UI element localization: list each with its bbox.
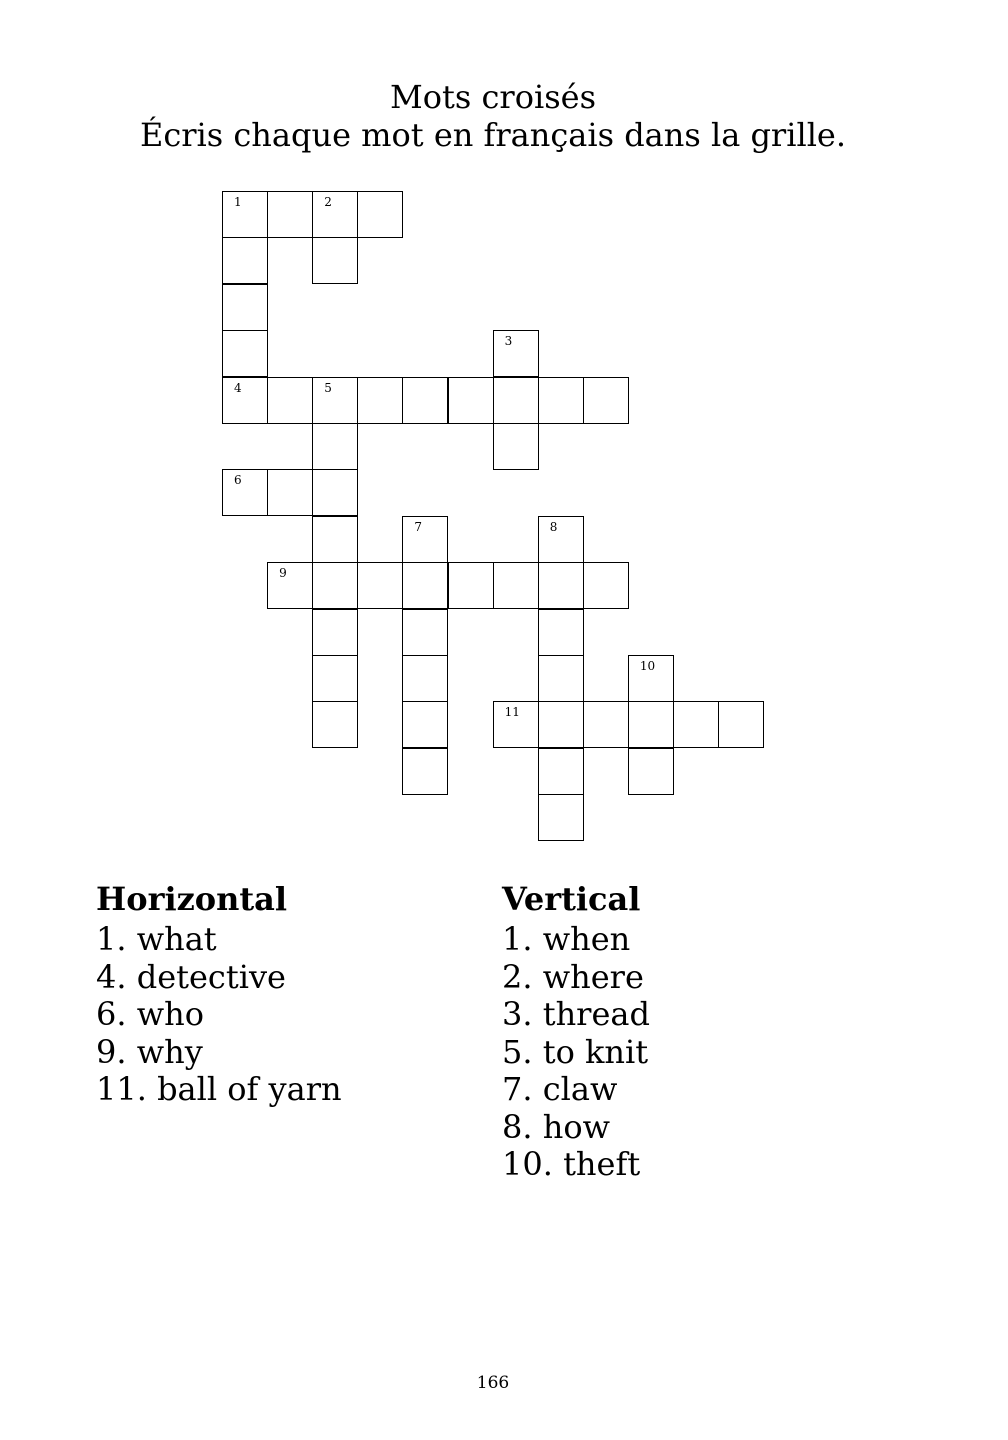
grid-cell[interactable] — [402, 655, 448, 702]
grid-cell[interactable] — [312, 609, 358, 656]
grid-cell[interactable] — [538, 609, 584, 656]
clue-number: 1 — [234, 195, 242, 209]
across-clue-list — [96, 921, 342, 1109]
clue-item: 2. where — [502, 957, 644, 996]
grid-cell[interactable] — [222, 284, 268, 331]
grid-cell[interactable] — [312, 377, 358, 424]
clue-item: 4. detective — [96, 957, 286, 996]
grid-cell[interactable] — [538, 655, 584, 702]
clue-number: 4 — [234, 380, 242, 395]
clue-item: 8. how — [502, 1107, 610, 1146]
clue-item: 7. claw — [502, 1070, 618, 1108]
grid-cell[interactable] — [628, 701, 674, 748]
grid-cell[interactable] — [538, 748, 584, 795]
across-heading: Horizontal — [96, 880, 288, 918]
grid-cell[interactable] — [493, 330, 539, 377]
clue-item: 1. when — [502, 920, 631, 958]
clue-number: 8 — [549, 519, 558, 534]
grid-cell[interactable] — [312, 237, 358, 284]
grid-cell[interactable] — [222, 191, 268, 238]
grid-cell[interactable] — [493, 377, 539, 424]
grid-cell[interactable] — [583, 701, 629, 748]
grid-cell[interactable] — [402, 701, 448, 748]
grid-cell[interactable] — [628, 655, 674, 702]
grid-cell[interactable] — [402, 377, 448, 424]
grid-cell[interactable] — [583, 562, 629, 609]
clue-item: 11. ball of yarn — [96, 1070, 342, 1108]
page-title: Mots croisés — [390, 78, 596, 116]
grid-cell[interactable] — [493, 701, 539, 748]
grid-cell[interactable] — [493, 423, 539, 470]
grid-cell[interactable] — [222, 469, 268, 516]
grid-cell[interactable] — [357, 377, 403, 424]
down-heading: Vertical — [502, 880, 641, 918]
clue-number: 9 — [279, 566, 287, 581]
grid-cell[interactable] — [312, 701, 358, 748]
clue-number: 10 — [639, 659, 656, 673]
grid-cell[interactable] — [402, 562, 448, 609]
down-clue-list — [502, 921, 650, 1184]
grid-cell[interactable] — [312, 469, 358, 516]
clue-number: 11 — [504, 705, 520, 720]
grid-cell[interactable] — [538, 377, 584, 424]
grid-cell[interactable] — [312, 562, 358, 609]
page-number: 166 — [476, 1373, 510, 1393]
grid-cell[interactable] — [583, 377, 629, 424]
grid-cell[interactable] — [628, 748, 674, 795]
grid-cell[interactable] — [312, 423, 358, 470]
grid-cell[interactable] — [402, 748, 448, 795]
grid-cell[interactable] — [222, 330, 268, 377]
grid-cell[interactable] — [538, 794, 584, 841]
clue-number: 2 — [324, 195, 332, 209]
clue-item: 6. who — [96, 995, 204, 1033]
grid-cell[interactable] — [673, 701, 719, 748]
grid-cell[interactable] — [538, 562, 584, 609]
grid-cell[interactable] — [357, 562, 403, 609]
clue-number: 6 — [234, 473, 242, 488]
grid-cell[interactable] — [718, 701, 764, 748]
grid-cell[interactable] — [312, 516, 358, 563]
clue-number: 3 — [504, 334, 513, 349]
clue-item: 1. what — [96, 920, 217, 958]
grid-cell[interactable] — [402, 609, 448, 656]
clue-item: 10. theft — [502, 1145, 641, 1183]
clues-across — [96, 880, 342, 1109]
clue-item: 3. thread — [502, 995, 650, 1033]
grid-cell[interactable] — [538, 701, 584, 748]
grid-cell[interactable] — [267, 562, 313, 609]
grid-cell[interactable] — [357, 191, 403, 238]
grid-cell[interactable] — [222, 377, 268, 424]
clue-number: 5 — [324, 380, 332, 395]
grid-cell[interactable] — [402, 516, 448, 563]
grid-cell[interactable] — [312, 655, 358, 702]
grid-cell[interactable] — [493, 562, 539, 609]
grid-cell[interactable] — [267, 191, 313, 238]
grid-cell[interactable] — [267, 469, 313, 516]
grid-cell[interactable] — [448, 377, 494, 424]
grid-cell[interactable] — [267, 377, 313, 424]
clue-item: 5. to knit — [502, 1032, 649, 1071]
grid-cell[interactable] — [312, 191, 358, 238]
grid-cell[interactable] — [222, 237, 268, 284]
instruction-text: Écris chaque mot en français dans la grille. — [139, 116, 847, 154]
grid-cell[interactable] — [538, 516, 584, 563]
grid-cell[interactable] — [448, 562, 494, 609]
clue-item: 9. why — [96, 1032, 203, 1071]
clue-number: 7 — [414, 519, 423, 534]
clues-down — [502, 880, 650, 1184]
